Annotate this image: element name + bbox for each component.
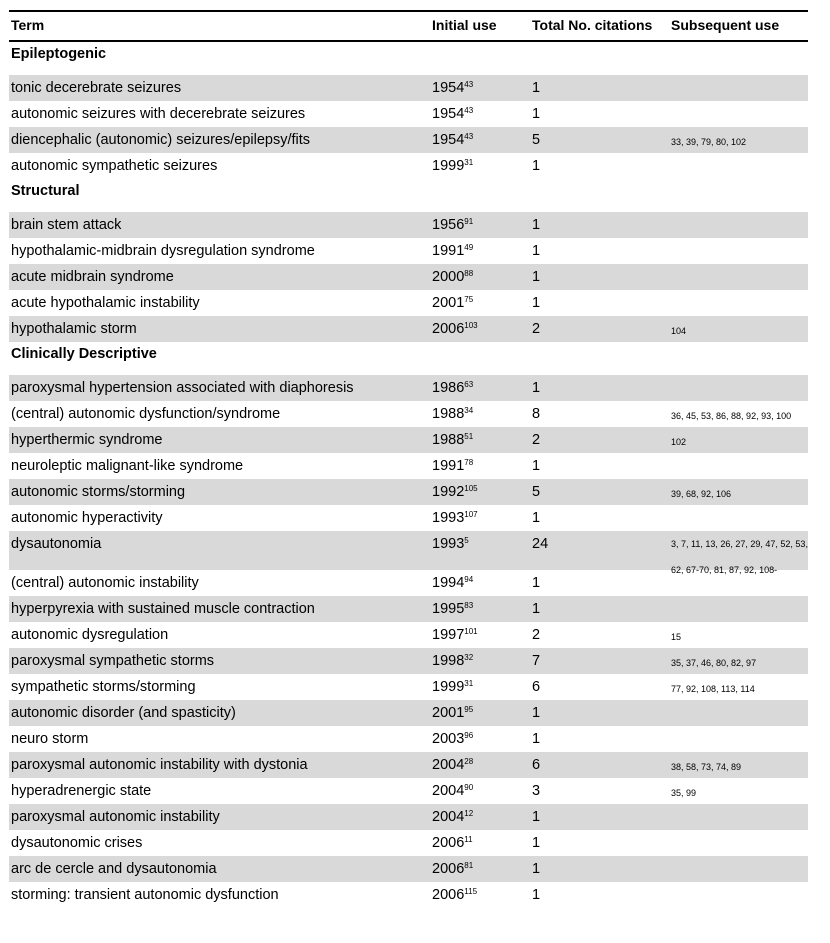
term-cell: hyperadrenergic state <box>11 783 152 799</box>
reference-number: 43 <box>464 132 474 141</box>
term-cell: autonomic seizures with decerebrate seizures <box>11 106 306 122</box>
initial-use-cell <box>432 627 478 643</box>
total-citations-cell: 1 <box>532 106 541 122</box>
initial-year: 2006 <box>432 861 465 877</box>
term-cell: acute midbrain syndrome <box>11 269 174 285</box>
total-citations-cell: 1 <box>532 887 541 903</box>
initial-use-cell <box>432 536 469 552</box>
total-citations-cell: 1 <box>532 575 541 591</box>
table-row <box>9 726 808 752</box>
total-citations-cell: 1 <box>532 380 541 396</box>
initial-year: 2006 <box>432 887 465 903</box>
reference-number: 5 <box>464 536 469 545</box>
section-heading <box>9 42 808 75</box>
initial-year: 1991 <box>432 458 465 474</box>
reference-number: 49 <box>464 243 474 252</box>
term-cell: autonomic disorder (and spasticity) <box>11 705 236 721</box>
reference-number: 88 <box>464 269 474 278</box>
total-citations-cell: 1 <box>532 295 541 311</box>
initial-year: 2003 <box>432 731 465 747</box>
total-citations-cell: 1 <box>532 835 541 851</box>
term-cell: sympathetic storms/storming <box>11 679 196 695</box>
reference-number: 34 <box>464 406 474 415</box>
initial-use-cell <box>432 809 473 825</box>
initial-year: 1993 <box>432 510 465 526</box>
total-citations-cell: 5 <box>532 132 541 148</box>
term-cell: diencephalic (autonomic) seizures/epilepsy/fits <box>11 132 311 148</box>
initial-year: 1954 <box>432 106 465 122</box>
reference-number: 75 <box>464 295 474 304</box>
term-cell: hypothalamic-midbrain dysregulation syndrome <box>11 243 315 259</box>
term-cell: acute hypothalamic instability <box>11 295 200 311</box>
header-term: Term <box>11 17 45 33</box>
table-row <box>9 427 808 453</box>
initial-year: 2001 <box>432 295 465 311</box>
initial-year: 1995 <box>432 601 465 617</box>
table-row <box>9 531 808 575</box>
total-citations-cell: 6 <box>532 679 541 695</box>
reference-number: 12 <box>464 809 474 818</box>
total-citations-cell: 1 <box>532 458 541 474</box>
term-cell: paroxysmal sympathetic storms <box>11 653 215 669</box>
table-row <box>9 212 808 238</box>
table-row <box>9 700 808 726</box>
reference-number: 51 <box>464 432 474 441</box>
initial-use-cell <box>432 132 473 148</box>
table-row <box>9 648 808 674</box>
term-cell: hyperpyrexia with sustained muscle contraction <box>11 601 315 617</box>
total-citations-cell: 6 <box>532 757 541 773</box>
reference-number: 95 <box>464 705 474 714</box>
total-citations-cell: 2 <box>532 432 541 448</box>
total-citations-cell: 2 <box>532 321 541 337</box>
subsequent-use-cell: 35, 37, 46, 80, 82, 97 <box>671 658 757 668</box>
table-body <box>9 42 808 908</box>
subsequent-use-cell: 35, 99 <box>671 788 697 798</box>
total-citations-cell: 3 <box>532 783 541 799</box>
table-row <box>9 316 808 342</box>
initial-use-cell <box>432 217 473 233</box>
table-row <box>9 264 808 290</box>
initial-use-cell <box>432 757 473 773</box>
reference-number: 107 <box>464 510 478 519</box>
initial-use-cell <box>432 679 473 695</box>
term-cell: autonomic storms/storming <box>11 484 186 500</box>
table-row <box>9 505 808 531</box>
term-cell: neuro storm <box>11 731 89 747</box>
initial-year: 1986 <box>432 380 465 396</box>
term-cell: paroxysmal autonomic instability with dystonia <box>11 757 308 773</box>
subsequent-use-cell: 15 <box>671 632 682 642</box>
section-title: Clinically Descriptive <box>11 346 157 362</box>
reference-number: 32 <box>464 653 474 662</box>
initial-use-cell <box>432 835 473 851</box>
table-row <box>9 401 808 427</box>
table-row <box>9 153 808 179</box>
header-total-citations: Total No. citations <box>532 17 653 33</box>
term-cell: dysautonomic crises <box>11 835 143 851</box>
table-row <box>9 238 808 264</box>
initial-year: 1954 <box>432 80 465 96</box>
reference-number: 115 <box>464 887 478 896</box>
header-initial-use: Initial use <box>432 17 497 33</box>
total-citations-cell: 1 <box>532 80 541 96</box>
section-title: Epileptogenic <box>11 46 107 62</box>
initial-year: 1954 <box>432 132 465 148</box>
initial-use-cell <box>432 510 478 526</box>
section-heading <box>9 179 808 212</box>
term-cell: paroxysmal hypertension associated with diaphoresis <box>11 380 354 396</box>
total-citations-cell: 5 <box>532 484 541 500</box>
initial-use-cell <box>432 484 478 500</box>
initial-use-cell <box>432 295 473 311</box>
initial-use-cell <box>432 321 478 337</box>
term-cell: dysautonomia <box>11 536 102 552</box>
term-cell: (central) autonomic dysfunction/syndrome <box>11 406 281 422</box>
reference-number: 83 <box>464 601 474 610</box>
reference-number: 63 <box>464 380 474 389</box>
term-cell: hypothalamic storm <box>11 321 137 337</box>
subsequent-use-cell: 38, 58, 73, 74, 89 <box>671 762 742 772</box>
initial-use-cell <box>432 243 473 259</box>
table-row <box>9 804 808 830</box>
reference-number: 43 <box>464 80 474 89</box>
subsequent-use-cell: 77, 92, 108, 113, 114 <box>671 684 755 694</box>
initial-use-cell <box>432 705 473 721</box>
reference-number: 11 <box>464 835 473 844</box>
initial-year: 2004 <box>432 809 465 825</box>
initial-use-cell <box>432 458 473 474</box>
term-cell: hyperthermic syndrome <box>11 432 163 448</box>
initial-year: 1999 <box>432 158 465 174</box>
subsequent-use-cell: 36, 45, 53, 86, 88, 92, 93, 100 <box>671 411 792 421</box>
reference-number: 28 <box>464 757 474 766</box>
initial-use-cell <box>432 575 473 591</box>
initial-year: 1956 <box>432 217 465 233</box>
total-citations-cell: 1 <box>532 705 541 721</box>
table-row <box>9 622 808 648</box>
section-title: Structural <box>11 183 80 199</box>
initial-year: 2006 <box>432 835 465 851</box>
initial-year: 1988 <box>432 432 465 448</box>
initial-year: 2000 <box>432 269 465 285</box>
terms-table <box>9 10 808 908</box>
total-citations-cell: 1 <box>532 861 541 877</box>
table-row <box>9 101 808 127</box>
term-cell: storming: transient autonomic dysfunction <box>11 887 279 903</box>
table-row <box>9 674 808 700</box>
term-cell: autonomic hyperactivity <box>11 510 163 526</box>
initial-year: 1993 <box>432 536 465 552</box>
total-citations-cell: 2 <box>532 627 541 643</box>
initial-year: 1994 <box>432 575 465 591</box>
term-cell: autonomic dysregulation <box>11 627 169 643</box>
term-cell: paroxysmal autonomic instability <box>11 809 220 825</box>
initial-year: 1997 <box>432 627 465 643</box>
total-citations-cell: 1 <box>532 158 541 174</box>
subsequent-use-cell: 3, 7, 11, 13, 26, 27, 29, 47, 52, 53, 62, 67-70, 81, 87, 92, 108- <box>671 539 808 575</box>
initial-year: 1998 <box>432 653 465 669</box>
reference-number: 90 <box>464 783 474 792</box>
initial-use-cell <box>432 158 473 174</box>
initial-use-cell <box>432 861 473 877</box>
total-citations-cell: 1 <box>532 601 541 617</box>
initial-use-cell <box>432 269 473 285</box>
reference-number: 31 <box>464 679 474 688</box>
table-row <box>9 882 808 908</box>
initial-use-cell <box>432 601 473 617</box>
reference-number: 101 <box>464 627 478 636</box>
initial-use-cell <box>432 731 473 747</box>
initial-use-cell <box>432 653 473 669</box>
table-row <box>9 479 808 505</box>
subsequent-use-cell: 39, 68, 92, 106 <box>671 489 732 499</box>
initial-year: 1991 <box>432 243 465 259</box>
initial-use-cell <box>432 432 473 448</box>
reference-number: 43 <box>464 106 474 115</box>
initial-year: 2006 <box>432 321 465 337</box>
subsequent-use-cell: 33, 39, 79, 80, 102 <box>671 137 747 147</box>
initial-year: 2004 <box>432 757 465 773</box>
term-cell: arc de cercle and dysautonomia <box>11 861 217 877</box>
initial-year: 1992 <box>432 484 465 500</box>
initial-use-cell <box>432 406 473 422</box>
total-citations-cell: 1 <box>532 217 541 233</box>
initial-year: 2001 <box>432 705 465 721</box>
subsequent-use-cell: 102 <box>671 437 687 447</box>
total-citations-cell: 1 <box>532 731 541 747</box>
table-row <box>9 830 808 856</box>
table-row <box>9 856 808 882</box>
total-citations-cell: 24 <box>532 536 549 552</box>
total-citations-cell: 1 <box>532 510 541 526</box>
term-cell: neuroleptic malignant-like syndrome <box>11 458 244 474</box>
table-row <box>9 752 808 778</box>
initial-year: 1999 <box>432 679 465 695</box>
reference-number: 78 <box>464 458 474 467</box>
total-citations-cell: 1 <box>532 243 541 259</box>
section-heading <box>9 342 808 375</box>
total-citations-cell: 1 <box>532 269 541 285</box>
reference-number: 103 <box>464 321 478 330</box>
initial-use-cell <box>432 783 473 799</box>
initial-year: 1988 <box>432 406 465 422</box>
table-row <box>9 290 808 316</box>
table-row <box>9 453 808 479</box>
initial-use-cell <box>432 887 477 903</box>
term-cell: brain stem attack <box>11 217 122 233</box>
initial-year: 2004 <box>432 783 465 799</box>
term-cell: (central) autonomic instability <box>11 575 199 591</box>
reference-number: 91 <box>464 217 474 226</box>
subsequent-use-cell: 104 <box>671 326 687 336</box>
reference-number: 105 <box>464 484 478 493</box>
initial-use-cell <box>432 80 473 96</box>
reference-number: 96 <box>464 731 474 740</box>
reference-number: 81 <box>464 861 474 870</box>
initial-use-cell <box>432 380 473 396</box>
table-row <box>9 127 808 153</box>
term-cell: tonic decerebrate seizures <box>11 80 182 96</box>
total-citations-cell: 8 <box>532 406 541 422</box>
table-row <box>9 375 808 401</box>
term-cell: autonomic sympathetic seizures <box>11 158 218 174</box>
table-row <box>9 778 808 804</box>
reference-number: 31 <box>464 158 474 167</box>
table-row <box>9 570 808 596</box>
table-row <box>9 596 808 622</box>
table-header <box>9 10 808 42</box>
header-subsequent-use: Subsequent use <box>671 17 780 33</box>
table-row <box>9 75 808 101</box>
total-citations-cell: 7 <box>532 653 541 669</box>
initial-use-cell <box>432 106 473 122</box>
reference-number: 94 <box>464 575 474 584</box>
total-citations-cell: 1 <box>532 809 541 825</box>
